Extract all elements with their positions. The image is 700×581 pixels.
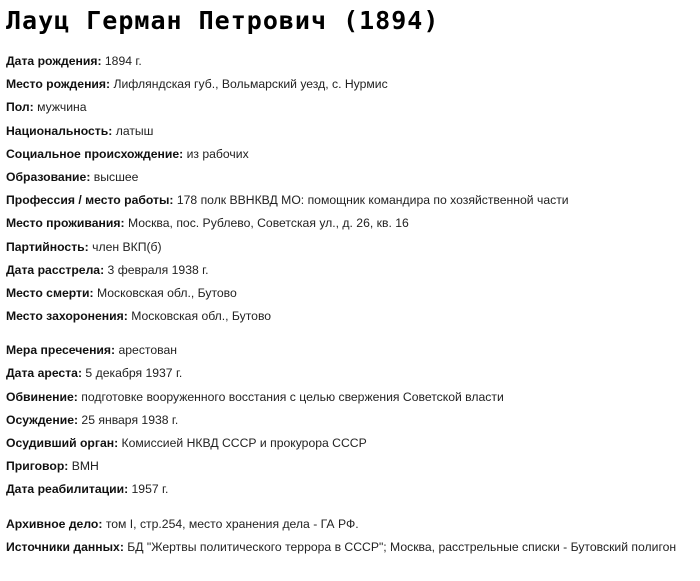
field-value: высшее [93, 169, 139, 184]
field-value: мужчина [37, 100, 87, 115]
field-label: Социальное происхождение: [6, 146, 184, 161]
field-residence [6, 212, 696, 235]
field-value: БД "Жертвы политического террора в СССР"; Москва, расстрельные списки - Бутовский полигон [127, 539, 677, 554]
page-title: Лауц Герман Петрович (1894) [6, 6, 440, 35]
field-label: Мера пресечения: [6, 343, 116, 358]
field-value: 5 декабря 1937 г. [85, 366, 183, 381]
field-value: 1957 г. [131, 482, 169, 497]
field-value: Московская обл., Бутово [96, 285, 237, 300]
field-archive-case [6, 513, 696, 536]
field-arrest-date [6, 362, 696, 385]
field-label: Национальность: [6, 123, 113, 138]
field-value: подготовке вооруженного восстания с целью свержения Советской власти [81, 389, 504, 404]
field-label: Источники данных: [6, 539, 124, 554]
personal-info-section [6, 50, 696, 328]
field-label: Архивное дело: [6, 516, 103, 531]
field-death-place [6, 282, 696, 305]
field-charge [6, 386, 696, 409]
field-conviction [6, 409, 696, 432]
field-label: Пол: [6, 100, 34, 115]
field-value: 178 полк ВВНКВД МО: помощник командира по хозяйственной части [176, 193, 569, 208]
field-value: ВМН [71, 459, 99, 474]
field-convicting-body [6, 432, 696, 455]
field-value: том I, стр.254, место хранения дела - ГА РФ. [105, 516, 359, 531]
field-value: Москва, пос. Рублево, Советская ул., д. 26, кв. 16 [127, 216, 409, 231]
field-birth-place [6, 73, 696, 96]
field-measure [6, 339, 696, 362]
field-value: 1894 г. [104, 54, 142, 68]
field-label: Место рождения: [6, 77, 111, 92]
field-label: Дата рождения: [6, 54, 102, 68]
field-label: Место смерти: [6, 285, 94, 300]
field-label: Дата расстрела: [6, 262, 105, 277]
field-label: Дата ареста: [6, 366, 83, 381]
field-label: Дата реабилитации: [6, 482, 129, 497]
field-value: 25 января 1938 г. [81, 412, 179, 427]
field-data-sources [6, 536, 696, 559]
field-value: Лифляндская губ., Вольмарский уезд, с. Нурмис [113, 77, 388, 92]
field-value: из рабочих [186, 146, 249, 161]
field-value: 3 февраля 1938 г. [107, 262, 209, 277]
field-label: Образование: [6, 169, 91, 184]
field-profession [6, 189, 696, 212]
field-birth-date [6, 50, 696, 73]
case-info-section [6, 339, 696, 501]
field-social-origin [6, 143, 696, 166]
field-label: Приговор: [6, 459, 69, 474]
field-label: Осуждение: [6, 412, 79, 427]
field-value: латыш [115, 123, 154, 138]
sources-section [6, 513, 696, 559]
field-label: Место проживания: [6, 216, 125, 231]
field-value: Московская обл., Бутово [131, 309, 272, 324]
field-rehabilitation-date [6, 478, 696, 501]
field-value: Комиссией НКВД СССР и прокурора СССР [121, 436, 367, 450]
field-sex [6, 96, 696, 119]
field-label: Обвинение: [6, 389, 78, 404]
field-label: Партийность: [6, 239, 89, 254]
field-label: Осудивший орган: [6, 436, 119, 450]
field-label: Профессия / место работы: [6, 193, 174, 208]
field-value: член ВКП(б) [92, 239, 162, 254]
field-burial-place [6, 305, 696, 328]
field-label: Место захоронения: [6, 309, 128, 324]
field-sentence [6, 455, 696, 478]
field-education [6, 166, 696, 189]
field-nationality [6, 120, 696, 143]
field-party [6, 236, 696, 259]
field-execution-date [6, 259, 696, 282]
record-fields [6, 50, 696, 559]
field-value: арестован [118, 343, 177, 358]
